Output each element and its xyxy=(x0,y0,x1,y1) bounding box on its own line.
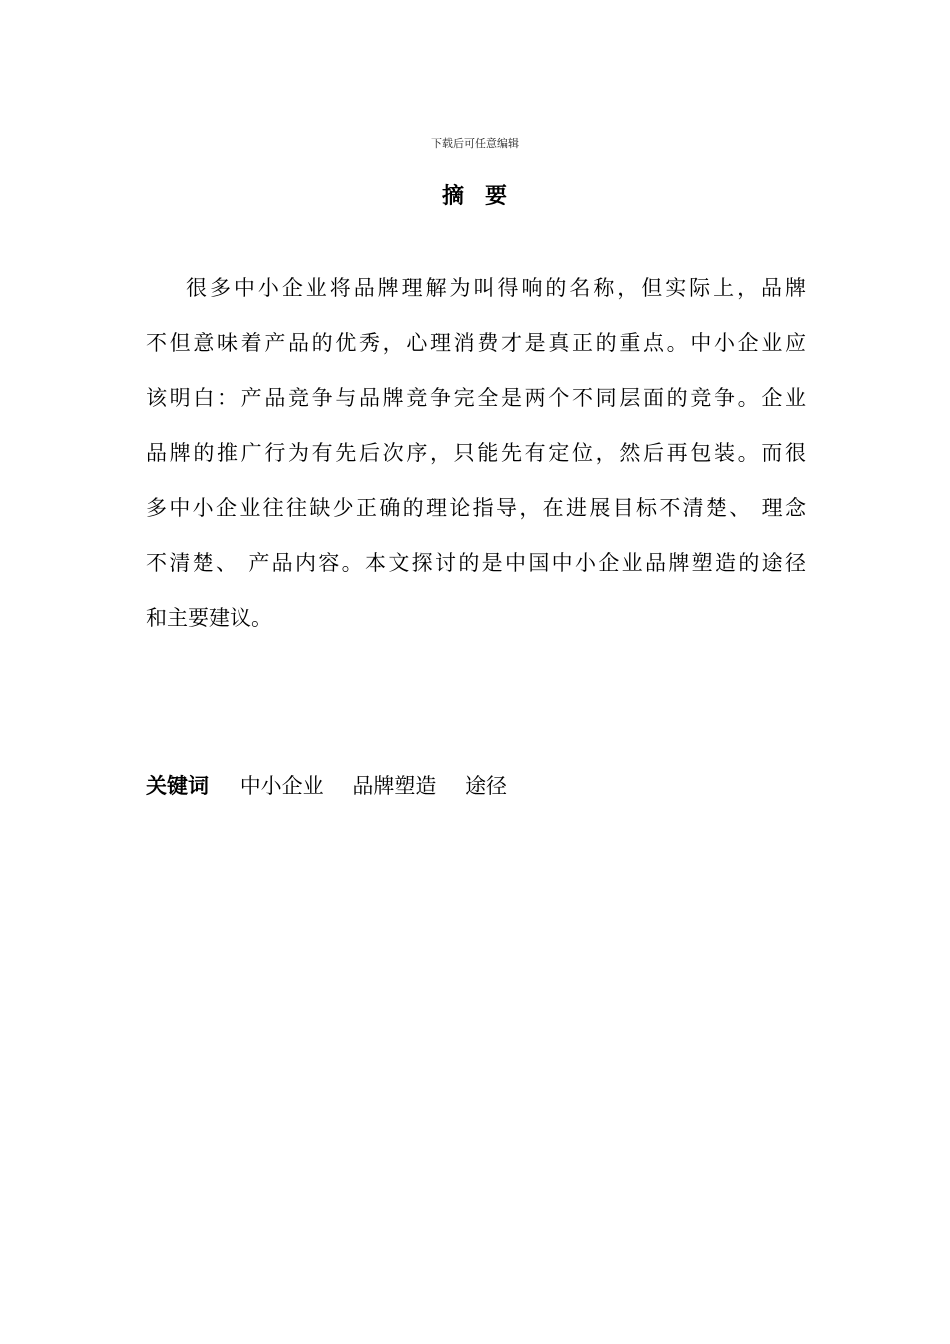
abstract-line: 很多中小企业将品牌理解为叫得响的名称，但实际上，品牌 xyxy=(186,276,806,300)
abstract-line: 不但意味着产品的优秀，心理消费才是真正的重点。中小企业应 xyxy=(146,331,806,355)
abstract-line: 多中小企业往往缺少正确的理论指导，在进展目标不清楚、 理念 xyxy=(146,496,806,520)
abstract-body xyxy=(146,261,806,646)
keywords-label: 关键词 xyxy=(146,774,209,798)
keywords-section xyxy=(146,768,529,804)
header-note: 下载后可任意编辑 xyxy=(431,137,519,150)
abstract-title xyxy=(0,182,950,212)
title-part-2: 要 xyxy=(485,184,509,209)
title-part-1: 摘 xyxy=(441,184,465,209)
keyword-item: 品牌塑造 xyxy=(352,774,437,798)
keyword-item: 中小企业 xyxy=(239,774,324,798)
abstract-line: 品牌的推广行为有先后次序，只能先有定位，然后再包装。而很 xyxy=(146,441,806,465)
abstract-line: 不清楚、 产品内容。本文探讨的是中国中小企业品牌塑造的途径 xyxy=(146,551,806,575)
keyword-item: 途径 xyxy=(465,774,508,798)
abstract-line: 该明白：产品竞争与品牌竞争完全是两个不同层面的竞争。企业 xyxy=(146,386,806,410)
abstract-line: 和主要建议。 xyxy=(146,606,272,630)
